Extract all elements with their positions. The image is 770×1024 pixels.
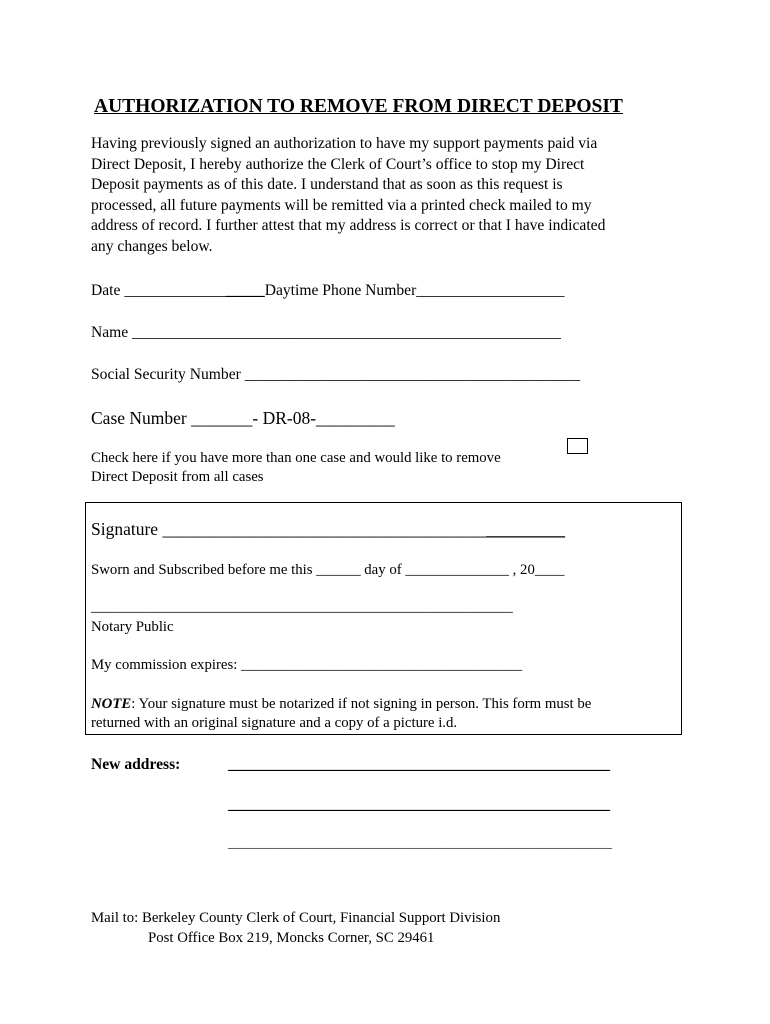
note-label: NOTE bbox=[91, 696, 132, 712]
case-number-field[interactable]: Case Number _______- DR-08-_________ bbox=[91, 408, 395, 428]
commission-expires-field[interactable]: My commission expires: ______________________________________ bbox=[91, 657, 523, 673]
new-address-line2[interactable]: _________________________________________________ bbox=[228, 796, 611, 813]
multiple-cases-label-line2: Direct Deposit from all cases bbox=[91, 469, 264, 485]
paragraph-line: address of record. I further attest that my address is correct or that I have indicated bbox=[91, 217, 606, 235]
date-field[interactable]: Date _____________ bbox=[91, 282, 226, 299]
sworn-subscribed-line[interactable]: Sworn and Subscribed before me this ______ day of ______________ , 20____ bbox=[91, 562, 565, 578]
new-address-label: New address: bbox=[91, 756, 181, 773]
name-field[interactable]: Name _______________________________________________________ bbox=[91, 324, 561, 341]
daytime-phone-field[interactable]: Daytime Phone Number___________________ bbox=[264, 282, 565, 299]
paragraph-line: Having previously signed an authorization to have my support payments paid via bbox=[91, 135, 598, 152]
signature-field[interactable]: Signature _____________________________________ bbox=[91, 519, 487, 539]
notary-signature-blank[interactable]: _________________________________________________________ bbox=[91, 599, 513, 615]
note-line1 bbox=[91, 696, 591, 713]
mail-to-line1: Mail to: Berkeley County Clerk of Court, Financial Support Division bbox=[91, 910, 501, 926]
date-phone-row bbox=[91, 282, 564, 300]
new-address-line1[interactable]: _________________________________________________ bbox=[228, 756, 611, 773]
mail-to-line2: Post Office Box 219, Moncks Corner, SC 29461 bbox=[148, 930, 435, 946]
notary-public-label: Notary Public bbox=[91, 619, 174, 635]
new-address-line3[interactable]: _______________________________________________________________ bbox=[228, 836, 612, 850]
paragraph-line: any changes below. bbox=[91, 237, 213, 255]
note-text: : Your signature must be notarized if not signing in person. This form must be bbox=[131, 696, 592, 712]
paragraph-line: processed, all future payments will be remitted via a printed check mailed to my bbox=[91, 196, 592, 214]
signature-field-tail[interactable]: _________ bbox=[486, 519, 565, 539]
paragraph-line: Direct Deposit, I hereby authorize the Clerk of Court’s office to stop my Direct bbox=[91, 155, 585, 173]
ssn-field[interactable]: Social Security Number ___________________________________________ bbox=[91, 366, 581, 383]
note-line2: returned with an original signature and a copy of a picture i.d. bbox=[91, 715, 458, 731]
multiple-cases-label-line1: Check here if you have more than one case and would like to remove bbox=[91, 450, 501, 466]
multiple-cases-checkbox[interactable] bbox=[567, 438, 588, 454]
authorization-paragraph bbox=[91, 134, 691, 258]
form-title: AUTHORIZATION TO REMOVE FROM DIRECT DEPOSIT bbox=[94, 96, 623, 117]
signature-row bbox=[91, 519, 565, 540]
date-field-tail[interactable]: _____ bbox=[225, 282, 265, 299]
paragraph-line: Deposit payments as of this date. I understand that as soon as this request is bbox=[91, 176, 563, 194]
